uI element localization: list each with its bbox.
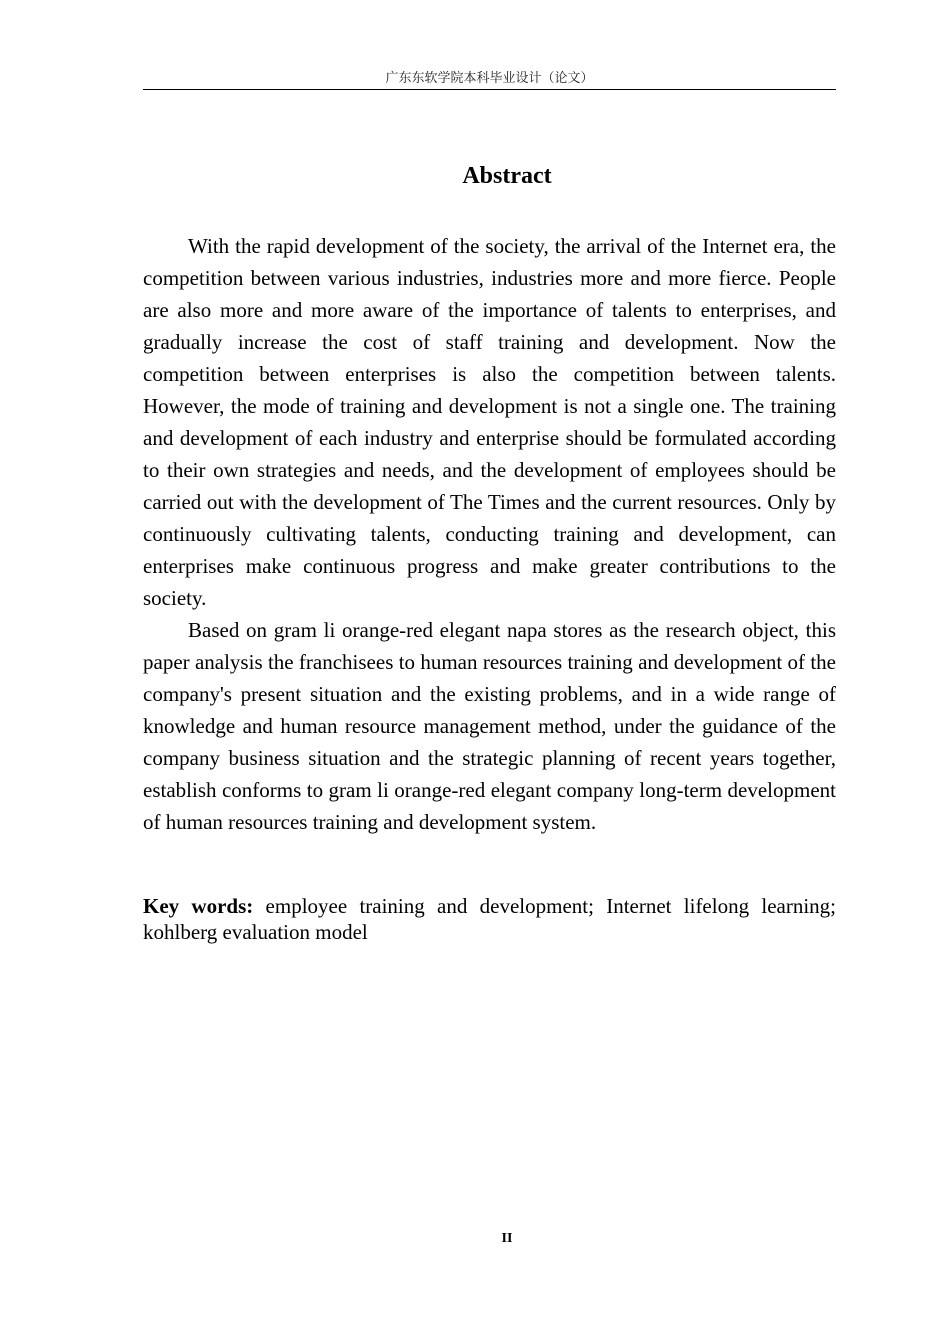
abstract-body	[143, 230, 836, 838]
keywords	[143, 893, 836, 945]
header-divider	[143, 89, 836, 90]
abstract-title: Abstract	[462, 163, 552, 189]
running-header: 广东东软学院本科毕业设计（论文）	[385, 71, 594, 86]
keywords-text: employee training and development; Internet lifelong learning; kohlberg evaluation model	[143, 894, 836, 944]
keywords-label: Key words:	[143, 894, 254, 918]
page-number: II	[501, 1231, 513, 1246]
abstract-paragraph: Based on gram li orange-red elegant napa stores as the research object, this paper analysis the franchisees to human resources training and development of the company's present situation and the existing problems, and in a wide range of knowledge and human resource management method, under the guidance of the company business situation and the strategic planning of recent years together, establish conforms to gram li orange-red elegant company long-term development of human resources training and development system.	[143, 618, 836, 834]
abstract-paragraph: With the rapid development of the society, the arrival of the Internet era, the competition between various industries, industries more and more fierce. People are also more and more aware of the importance of talents to enterprises, and gradually increase the cost of staff training and development. Now the competition between enterprises is also the competition between talents. However, the mode of training and development is not a single one. The training and development of each industry and enterprise should be formulated according to their own strategies and needs, and the development of employees should be carried out with the development of The Times and the current resources. Only by continuously cultivating talents, conducting training and development, can enterprises make continuous progress and make greater contributions to the society.	[143, 234, 836, 610]
